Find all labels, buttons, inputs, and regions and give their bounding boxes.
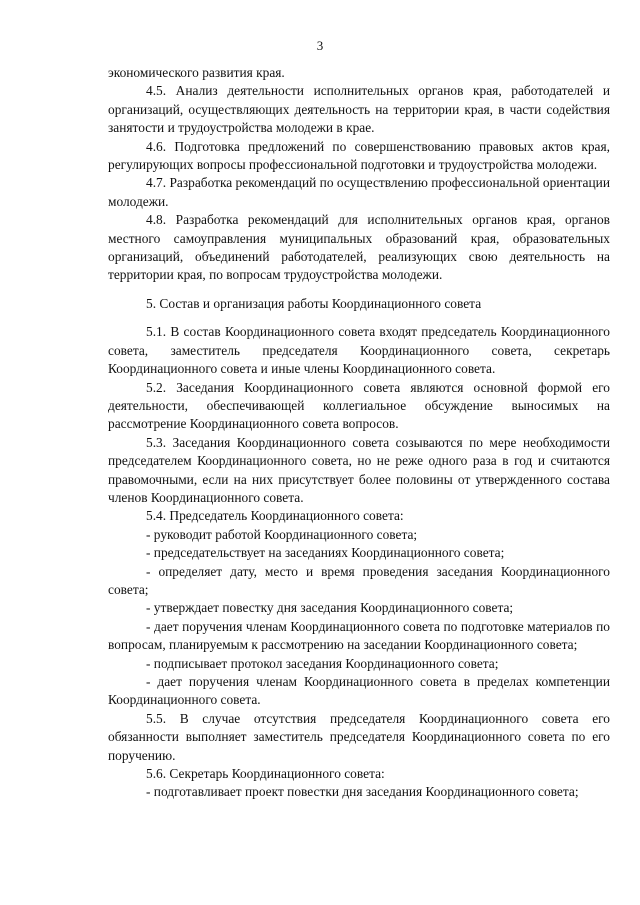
paragraph: 4.6. Подготовка предложений по совершенствованию правовых актов края, регулирующих вопросы профессиональной подготовки и трудоустройства молодежи. — [108, 138, 610, 173]
list-item: - подписывает протокол заседания Координационного совета; — [146, 655, 499, 671]
list-item: - утверждает повестку дня заседания Координационного совета; — [146, 600, 514, 616]
list-item: - председательствует на заседаниях Координационного совета; — [146, 545, 505, 561]
paragraph: 4.5. Анализ деятельности исполнительных органов края, работодателей и организаций, осуществляющих деятельность на территории края, в части содействия занятости и трудоустройства молодежи в крае. — [108, 83, 610, 136]
paragraph: экономического развития края. — [108, 65, 285, 80]
paragraph: 5.2. Заседания Координационного совета являются основной формой его деятельности, обеспечивающей коллегиальное обсуждение выносимых на рассмотрение Координационного совета вопросов. — [108, 379, 610, 432]
list-item: - руководит работой Координационного совета; — [146, 526, 418, 542]
list-item: - определяет дату, место и время проведения заседания Координационного совета; — [108, 563, 610, 597]
paragraph: 5.1. В состав Координационного совета входят председатель Координационного совета, заместитель председателя Координационного совета, секретарь Координационного совета и иные члены Координационного совета. — [108, 324, 610, 377]
paragraph: 5.4. Председатель Координационного совета: — [146, 508, 404, 524]
list-item: - дает поручения членам Координационного совета по подготовке материалов по вопросам, планируемым к рассмотрению на заседании Координационного совета; — [108, 618, 610, 653]
paragraph: 5.6. Секретарь Координационного совета: — [146, 766, 385, 782]
page-number: 3 — [316, 38, 324, 53]
paragraph: 5.5. В случае отсутствия председателя Координационного совета его обязанности выполняет заместитель председателя Координационного совета по его поручению. — [108, 710, 610, 763]
paragraph: 5.3. Заседания Координационного совета созываются по мере необходимости председателем Координационного совета, но не реже одного раза в год и считаются правомочными, если на них присутствует более половины от утвержденного состава членов Координационного совета. — [108, 434, 610, 505]
paragraph: 4.8. Разработка рекомендаций для исполнительных органов края, органов местного самоуправления муниципальных образований края, образовательных организаций, объединений работодателей, реализующих свою деятельность на территории края, по вопросам трудоустройства молодежи. — [108, 212, 610, 283]
paragraph: 4.7. Разработка рекомендаций по осуществлению профессиональной ориентации молодежи. — [108, 175, 610, 209]
list-item: - дает поручения членам Координационного совета в пределах компетенции Координационного совета. — [108, 674, 610, 708]
document-body — [108, 64, 610, 802]
list-item: - подготавливает проект повестки дня заседания Координационного совета; — [146, 784, 579, 800]
section-heading: 5. Состав и организация работы Координационного совета — [146, 295, 482, 311]
